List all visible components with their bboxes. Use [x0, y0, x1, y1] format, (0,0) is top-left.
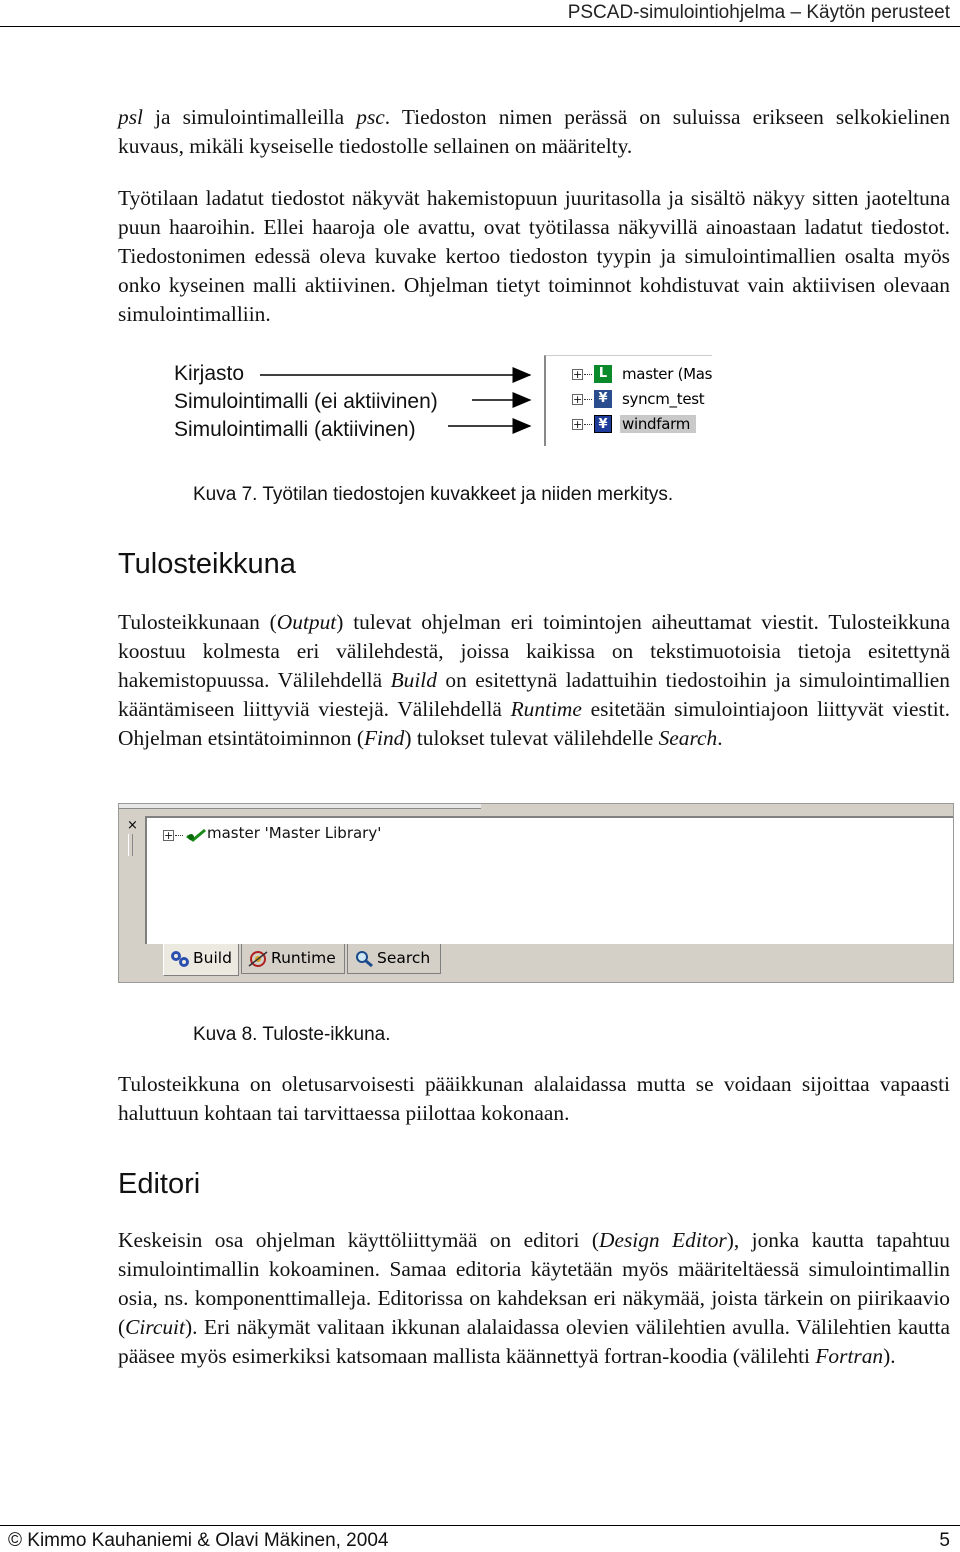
text: . [717, 726, 723, 750]
library-icon: L [594, 365, 612, 383]
term-circuit: Circuit [125, 1315, 185, 1339]
tab-label: Build [193, 949, 232, 967]
expand-icon[interactable]: + [573, 418, 583, 431]
term-build: Build [390, 668, 437, 692]
tree-item-active-model[interactable] [546, 414, 712, 436]
tab-build[interactable] [163, 944, 239, 976]
figure-7-arrows [250, 360, 540, 445]
tree-item-label: syncm_test [622, 390, 705, 408]
psl-term: psl [118, 105, 143, 129]
window-top-edge [119, 804, 481, 809]
footer-copyright: © Kimmo Kauhaniemi & Olavi Mäkinen, 2004 [8, 1530, 389, 1551]
green-check-icon [185, 828, 207, 842]
text: Tulosteikkunaan ( [118, 610, 277, 634]
text: esitetään simulointiajoon liittyvät viestit. Ohjelman etsintätoiminnon ( [118, 697, 950, 750]
section-heading-editor: Editori [118, 1168, 201, 1200]
tree-connector [175, 835, 183, 836]
text: on esitettynä ladattuihin tiedostoihin ja simulointimallien kääntämiseen liittyviä viestejä. Välilehdellä [118, 668, 950, 721]
output-window [118, 803, 954, 983]
tab-runtime[interactable] [241, 944, 345, 974]
close-icon[interactable]: × [127, 818, 138, 833]
tab-search[interactable] [347, 944, 441, 974]
footer-rule [0, 1525, 960, 1526]
dock-grip[interactable] [128, 834, 133, 856]
text: ). Eri näkymät valitaan ikkunan alalaidassa olevien välilehtien avulla. Välilehtien kautta pääsee myös esimerkiksi katsomaan mallista käännettyä fortran-koodia (välilehti [118, 1315, 950, 1368]
figure-8-caption: Kuva 8. Tuloste-ikkuna. [193, 1024, 391, 1045]
page-header [0, 0, 960, 27]
term-find: Find [363, 726, 405, 750]
tree-item-label: master (Mas [622, 365, 713, 383]
workspace-tree [544, 355, 712, 446]
text: Keskeisin osa ohjelman käyttöliittymää on editori ( [118, 1228, 600, 1252]
text: ), jonka kautta tapahtuu simulointimallin kokoaminen. Samaa editoria käytetään myös määriteltäessä simulointimallin osia, ns. komponenttimalleja. Editorissa on kahdeksan eri näkymää, joista tärkein on piirikaavio ( [118, 1228, 950, 1339]
text: ). [883, 1344, 896, 1368]
tree-connector [584, 424, 592, 425]
output-tree-pane [145, 816, 953, 944]
legend-library: Kirjasto [174, 362, 245, 385]
header-title: PSCAD-simulointiohjelma – Käytön perusteet [567, 2, 950, 23]
legend-inactive-model: Simulointimalli (ei aktiivinen) [174, 390, 438, 413]
model-inactive-icon: ¥ [594, 390, 612, 408]
tab-label: Runtime [271, 949, 336, 967]
tab-label: Search [377, 949, 431, 967]
tree-connector [584, 399, 592, 400]
term-search: Search [658, 726, 718, 750]
gears-icon [169, 950, 191, 968]
paragraph-2: Työtilaan ladatut tiedostot näkyvät hakemistopuun juuritasolla ja sisältö näkyy sitten jaoteltuna puun haaroihin. Ellei haaroja ole avattu, ovat työtilassa näkyvillä ainoastaan ladatut tiedostot. Tiedostonimen edessä oleva kuvake kertoo tiedoston tyypin ja simulointimallien osalta myös onko kyseinen malli aktiivinen. Ohjelman tietyt toiminnot kohdistuvat vain aktiivisen olevaan simulointimalliin. [118, 186, 950, 326]
magnifier-icon [353, 950, 375, 968]
term-design-editor: Design Editor [599, 1228, 727, 1252]
paragraph-output [118, 608, 950, 753]
expand-icon[interactable]: + [573, 393, 583, 406]
tree-item-inactive-model[interactable] [546, 389, 712, 411]
paragraph-editor [118, 1226, 950, 1371]
tree-connector [584, 374, 592, 375]
text: ) tulevat ohjelman eri toimintojen aiheuttamat viestit. Tulosteikkuna koostuu kolmesta eri välilehdestä, joissa kaikissa on tekstimuotoisia tietoja esitettynä hakemistopuussa. Välilehdellä [118, 610, 950, 692]
figure-7-caption: Kuva 7. Työtilan tiedostojen kuvakkeet ja niiden merkitys. [193, 484, 674, 505]
output-tree-label[interactable]: master 'Master Library' [207, 824, 382, 842]
paragraph-1 [118, 103, 950, 161]
tree-item-library[interactable] [546, 364, 712, 386]
term-fortran: Fortran [815, 1344, 884, 1368]
target-icon [247, 950, 269, 968]
paragraph-3: Tulosteikkuna on oletusarvoisesti pääikkunan alalaidassa mutta se voidaan sijoittaa vapaasti haluttuun kohtaan tai tarvittaessa piilottaa kokonaan. [118, 1072, 950, 1125]
model-active-icon: ¥ [594, 415, 612, 433]
expand-icon[interactable]: + [164, 829, 174, 842]
page-number: 5 [939, 1530, 950, 1551]
expand-icon[interactable]: + [573, 368, 583, 381]
paragraph-1-text-b: . Tiedoston nimen perässä on suluissa erikseen selkokielinen kuvaus, mikäli kyseiselle tiedostolle sellainen on määritelty. [118, 105, 950, 158]
paragraph-1-text-a: ja simulointimalleilla [142, 105, 357, 129]
term-runtime: Runtime [510, 697, 582, 721]
tree-item-label: windfarm [620, 415, 696, 433]
text: ) tulokset tulevat välilehdelle [404, 726, 659, 750]
psc-term: psc [356, 105, 385, 129]
legend-active-model: Simulointimalli (aktiivinen) [174, 418, 416, 441]
section-heading-output: Tulosteikkuna [118, 548, 296, 580]
term-output: Output [276, 610, 337, 634]
